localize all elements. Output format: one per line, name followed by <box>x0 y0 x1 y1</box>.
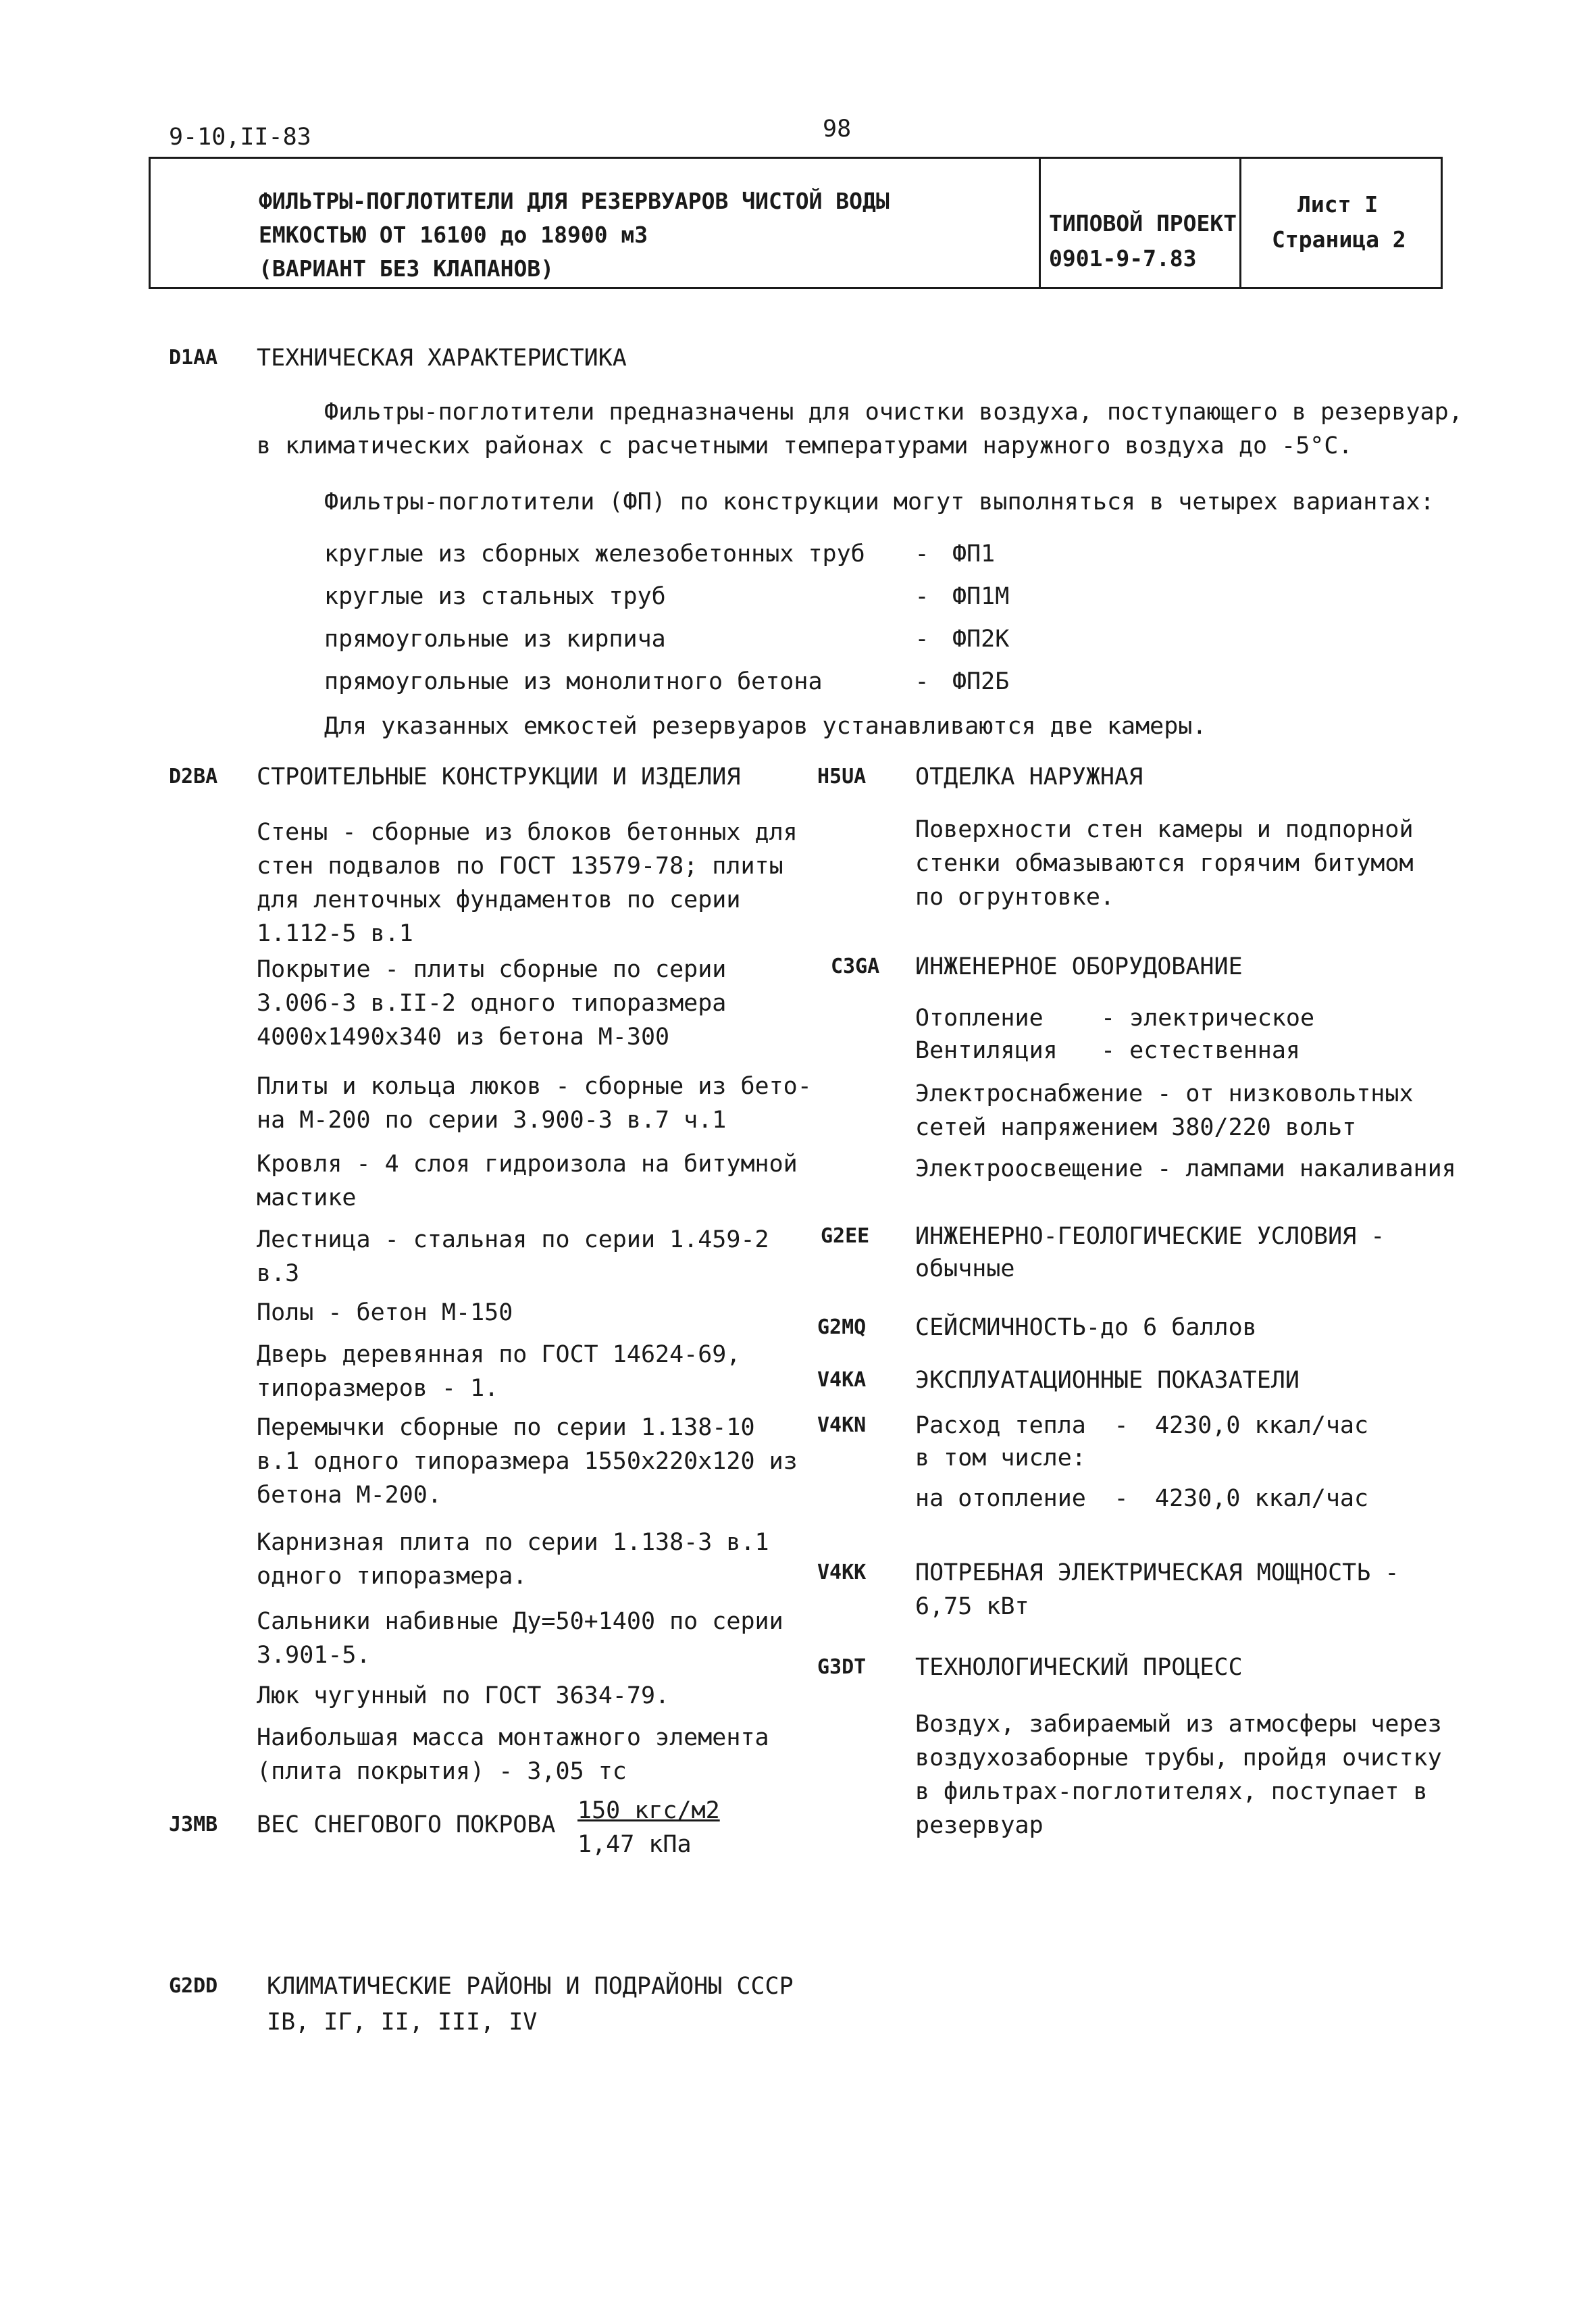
climate-values: IB, IГ, II, III, IV <box>267 2009 538 2036</box>
tech-intro-2: в климатических районах с расчетными температурами наружного воздуха до -5°C. <box>257 432 1353 459</box>
struct-item-6: Полы - бетон М-150 <box>257 1299 513 1326</box>
title-block <box>149 157 1443 289</box>
ventilation-label: Вентиляция <box>915 1037 1058 1064</box>
structures-heading: СТРОИТЕЛЬНЫЕ КОНСТРУКЦИИ И ИЗДЕЛИЯ <box>257 763 741 790</box>
struct-item-12: Наибольшая масса монтажного элемента (плита покрытия) - 3,05 тс <box>257 1724 769 1785</box>
title-line-1: ФИЛЬТРЫ-ПОГЛОТИТЕЛИ ДЛЯ РЕЗЕРВУАРОВ ЧИСТОЙ ВОДЫ <box>259 188 890 214</box>
variant-2-name: круглые из стальных труб <box>324 583 666 610</box>
title-divider-1 <box>1039 159 1041 287</box>
equipment-code: C3GA <box>831 955 880 978</box>
heat-sub-label: в том числе: <box>915 1444 1086 1472</box>
struct-item-4: Кровля - 4 слоя гидроизола на битумной мастике <box>257 1151 798 1211</box>
process-text: Воздух, забираемый из атмосферы через воздухозаборные трубы, пройдя очистку в фильтрах-поглотителях, поступает в резервуар <box>915 1711 1442 1839</box>
operation-code: V4KA <box>817 1368 867 1392</box>
project-code: 0901-9-7.83 <box>1049 245 1197 272</box>
electric-value: 6,75 кВт <box>915 1593 1029 1620</box>
electric-heading: ПОТРЕБНАЯ ЭЛЕКТРИЧЕСКАЯ МОЩНОСТЬ - <box>915 1559 1399 1586</box>
heat-heating-value: 4230,0 ккал/час <box>1155 1485 1369 1512</box>
variant-4-name: прямоугольные из монолитного бетона <box>324 668 823 695</box>
operation-heading: ЭКСПЛУАТАЦИОННЫЕ ПОКАЗАТЕЛИ <box>915 1367 1299 1394</box>
lighting: Электроосвещение - лампами накаливания <box>915 1155 1456 1182</box>
project-box <box>1049 206 1237 276</box>
finish-heading: ОТДЕЛКА НАРУЖНАЯ <box>915 763 1143 790</box>
heat-heating-dash: - <box>1114 1485 1129 1512</box>
structures-code: D2BA <box>169 765 218 788</box>
heat-code: V4KN <box>817 1413 867 1437</box>
finish-code: H5UA <box>817 765 867 788</box>
finish-text: Поверхности стен камеры и подпорной стенки обмазываются горячим битумом по огрунтовке. <box>915 816 1414 911</box>
snow-value-kgs: 150 кгс/м2 <box>577 1797 720 1824</box>
snow-code: J3MB <box>169 1813 218 1836</box>
variant-3-dash: - <box>915 626 929 653</box>
title-line-2: ЕМКОСТЬЮ ОТ 16100 до 18900 м3 <box>259 222 648 248</box>
variant-4-dash: - <box>915 668 929 695</box>
struct-item-1: Стены - сборные из блоков бетонных для стен подвалов по ГОСТ 13579-78; плиты для ленточных фундаментов по серии 1.112-5 в.1 <box>257 819 798 947</box>
struct-item-10: Сальники набивные Ду=50+1400 по серии 3.901-5. <box>257 1608 783 1669</box>
variant-1-name: круглые из сборных железобетонных труб <box>324 540 865 568</box>
variant-2-code: ФП1М <box>952 583 1010 610</box>
title-text <box>259 184 890 286</box>
struct-item-2: Покрытие - плиты сборные по серии 3.006-3 в.II-2 одного типоразмера 4000x1490x340 из бетона М-300 <box>257 956 727 1051</box>
variant-1-dash: - <box>915 540 929 568</box>
snow-value-kpa: 1,47 кПа <box>577 1831 692 1858</box>
tech-code: D1AA <box>169 346 218 370</box>
heat-label: Расход тепла <box>915 1412 1086 1439</box>
heat-value: 4230,0 ккал/час <box>1155 1412 1369 1439</box>
title-divider-2 <box>1239 159 1241 287</box>
heating-label: Отопление <box>915 1005 1044 1032</box>
sheet-box <box>1272 187 1406 257</box>
struct-item-3: Плиты и кольца люков - сборные из бето- на М-200 по серии 3.900-3 в.7 ч.1 <box>257 1073 812 1134</box>
page-label: Страница 2 <box>1272 226 1406 253</box>
electric-code: V4KK <box>817 1561 867 1584</box>
struct-item-7: Дверь деревянная по ГОСТ 14624-69, типоразмеров - 1. <box>257 1341 741 1402</box>
climate-heading: КЛИМАТИЧЕСКИЕ РАЙОНЫ И ПОДРАЙОНЫ СССР <box>267 1973 794 2000</box>
heating-value: - электрическое <box>1101 1005 1315 1032</box>
heat-heating-label: на отопление <box>915 1485 1086 1512</box>
doc-number: 9-10,II-83 <box>169 124 311 151</box>
process-heading: ТЕХНОЛОГИЧЕСКИЙ ПРОЦЕСС <box>915 1654 1243 1681</box>
variant-1-code: ФП1 <box>952 540 996 568</box>
tech-intro-1: Фильтры-поглотители предназначены для очистки воздуха, поступающего в резервуар, <box>324 399 1463 426</box>
heat-dash: - <box>1114 1412 1129 1439</box>
page-number: 98 <box>823 116 852 143</box>
variant-4-code: ФП2Б <box>952 668 1010 695</box>
variant-3-code: ФП2К <box>952 626 1010 653</box>
variant-3-name: прямоугольные из кирпича <box>324 626 666 653</box>
variant-2-dash: - <box>915 583 929 610</box>
seismic-code: G2MQ <box>817 1315 867 1339</box>
equipment-heading: ИНЖЕНЕРНОЕ ОБОРУДОВАНИЕ <box>915 953 1243 980</box>
struct-item-11: Люк чугунный по ГОСТ 3634-79. <box>257 1682 670 1709</box>
struct-item-5: Лестница - стальная по серии 1.459-2 в.3 <box>257 1226 769 1287</box>
geology-value: обычные <box>915 1255 1015 1282</box>
struct-item-8: Перемычки сборные по серии 1.138-10 в.1 одного типоразмера 1550x220x120 из бетона М-200. <box>257 1414 798 1509</box>
project-label: ТИПОВОЙ ПРОЕКТ <box>1049 210 1237 236</box>
title-line-3: (ВАРИАНТ БЕЗ КЛАПАНОВ) <box>259 255 555 282</box>
power-supply: Электроснабжение - от низковольтных сетей напряжением 380/220 вольт <box>915 1080 1414 1141</box>
geology-code: G2EE <box>821 1224 870 1248</box>
climate-code: G2DD <box>169 1974 218 1998</box>
geology-heading: ИНЖЕНЕРНО-ГЕОЛОГИЧЕСКИЕ УСЛОВИЯ - <box>915 1223 1385 1250</box>
seismic-text: СЕЙСМИЧНОСТЬ-до 6 баллов <box>915 1314 1257 1341</box>
process-code: G3DT <box>817 1655 867 1679</box>
struct-item-9: Карнизная плита по серии 1.138-3 в.1 одного типоразмера. <box>257 1529 769 1590</box>
variants-intro: Фильтры-поглотители (ФП) по конструкции могут выполняться в четырех вариантах: <box>324 488 1435 515</box>
tech-heading: ТЕХНИЧЕСКАЯ ХАРАКТЕРИСТИКА <box>257 345 627 372</box>
chambers-note: Для указанных емкостей резервуаров устанавливаются две камеры. <box>324 713 1207 740</box>
sheet-number: Лист I <box>1297 191 1379 218</box>
snow-label: ВЕС СНЕГОВОГО ПОКРОВА <box>257 1811 556 1838</box>
ventilation-value: - естественная <box>1101 1037 1301 1064</box>
